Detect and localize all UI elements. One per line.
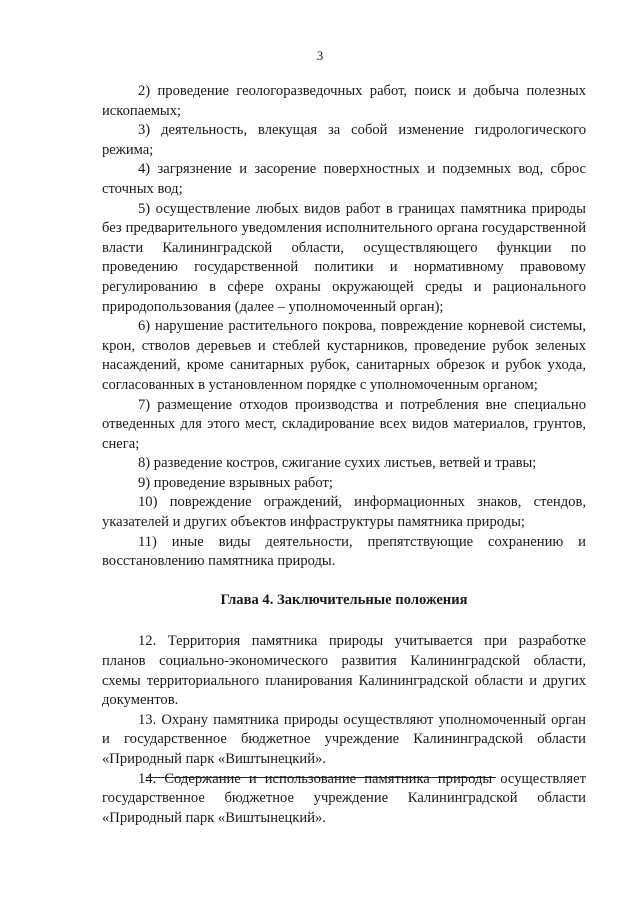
clause-item: 12. Территория памятника природы учитывается при разработке планов социально-экономического развития Калининградской области, схемы территориального планирования Калининградской области и других документов. [102, 633, 586, 709]
list-item: 5) осуществление любых видов работ в границах памятника природы без предварительного уведомления исполнительного органа государственной власти Калининградской области, осуществляющего функции по проведению государственной политики и нормативному правовому регулированию в сфере охраны окружающей среды и рационального природопользования (далее – уполномоченный орган); [102, 200, 586, 315]
end-divider [146, 777, 496, 778]
list-item: 4) загрязнение и засорение поверхностных и подземных вод, сброс сточных вод; [102, 161, 586, 197]
list-item: 11) иные виды деятельности, препятствующие сохранению и восстановлению памятника природы. [102, 533, 586, 570]
list-item: 9) проведение взрывных работ; [138, 474, 333, 491]
chapter-heading: Глава 4. Заключительные положения [220, 591, 468, 608]
clause-item: 13. Охрану памятника природы осуществляют уполномоченный орган и государственное бюджетное учреждение Калининградской области «Природный парк «Виштынецкий». [102, 711, 586, 767]
list-item: 3) деятельность, влекущая за собой изменение гидрологического режима; [102, 122, 586, 158]
list-item: 10) повреждение ограждений, информационных знаков, стендов, указателей и других объектов инфраструктуры памятника природы; [102, 494, 586, 531]
list-item: 2) проведение геологоразведочных работ, поиск и добыча полезных ископаемых; [102, 83, 586, 119]
document-body [102, 82, 586, 828]
list-item: 7) размещение отходов производства и потребления вне специально отведенных для этого мест, складирование всех видов материалов, грунтов, снега; [102, 396, 586, 452]
list-item: 8) разведение костров, сжигание сухих листьев, ветвей и травы; [138, 455, 537, 472]
clause-item: 14. Содержание и использование памятника природы осуществляет государственное бюджетное учреждение Калининградской области «Природный парк «Виштынецкий». [102, 770, 586, 826]
list-item: 6) нарушение растительного покрова, повреждение корневой системы, крон, стволов деревьев и стеблей кустарников, проведение рубок зеленых насаждений, кроме санитарных рубок, санитарных обрезок и рубок ухода, согласованных в установленном порядке с уполномоченным органом; [102, 318, 586, 393]
page-number: 3 [316, 48, 324, 63]
